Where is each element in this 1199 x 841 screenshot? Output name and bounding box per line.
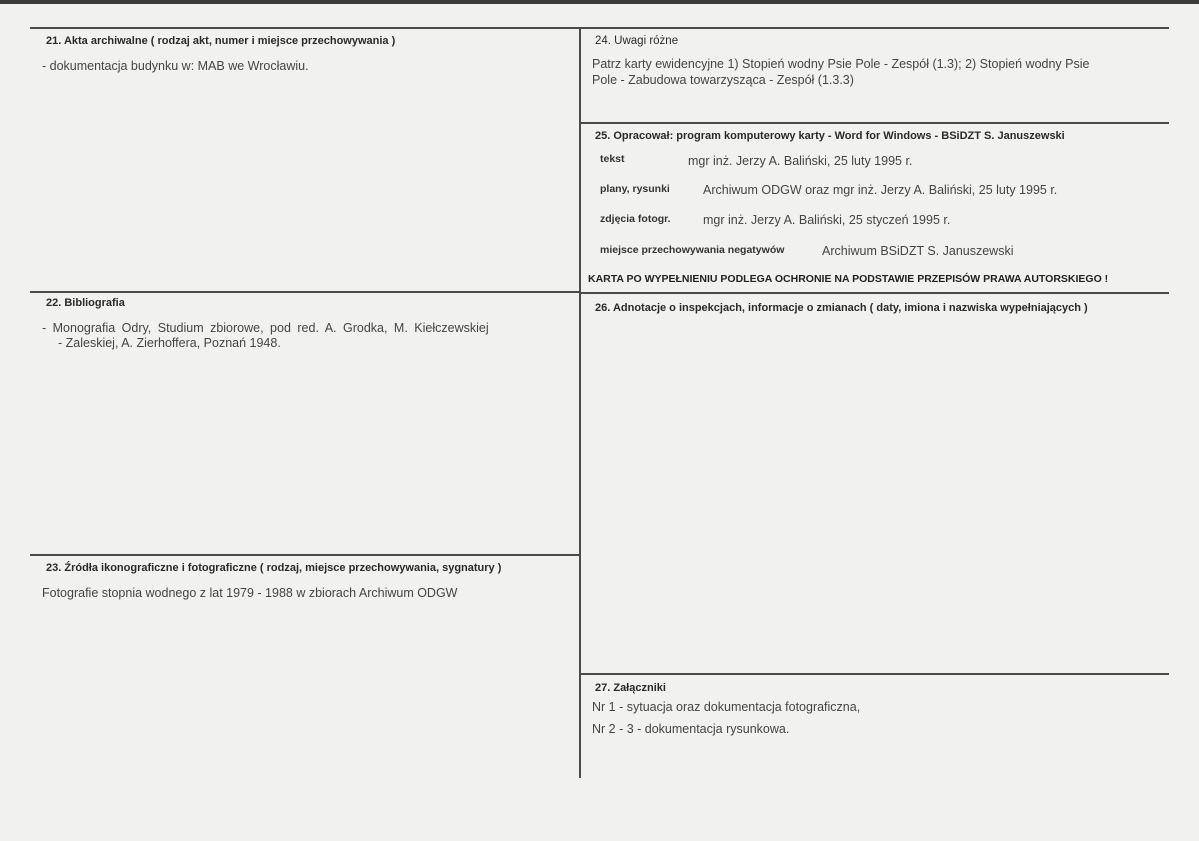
- section-27-heading: 27. Załączniki: [595, 682, 666, 694]
- section-25-heading: 25. Opracował: program komputerowy karty - Word for Windows - BSiDZT S. Januszewski: [595, 130, 1065, 142]
- copyright-warning: KARTA PO WYPEŁNIENIU PODLEGA OCHRONIE NA PODSTAWIE PRZEPISÓW PRAWA AUTORSKIEGO !: [588, 273, 1109, 285]
- section-23-text: Fotografie stopnia wodnego z lat 1979 - 1988 w zbiorach Archiwum ODGW: [42, 586, 458, 600]
- section-21-text: - dokumentacja budynku w: MAB we Wrocławiu.: [42, 59, 309, 73]
- rule-25-26: [580, 292, 1169, 294]
- section-27-line2: Nr 2 - 3 - dokumentacja rysunkowa.: [592, 722, 790, 736]
- section-22-line2: - Zaleskiej, A. Zierhoffera, Poznań 1948.: [58, 336, 281, 350]
- top-rule: [30, 27, 1169, 29]
- value-miejsce-negatywow: Archiwum BSiDZT S. Januszewski: [822, 244, 1014, 258]
- center-divider: [579, 27, 581, 778]
- section-24-heading: 24. Uwagi różne: [595, 35, 679, 47]
- section-24-line1: Patrz karty ewidencyjne 1) Stopień wodny Psie Pole - Zespół (1.3); 2) Stopień wodny Psie: [592, 57, 1090, 71]
- label-miejsce-negatywow: miejsce przechowywania negatywów: [600, 244, 785, 256]
- label-plany-rysunki: plany, rysunki: [600, 183, 670, 195]
- label-tekst: tekst: [600, 153, 625, 165]
- section-24-line2: Pole - Zabudowa towarzysząca - Zespół (1.3.3): [592, 73, 854, 87]
- label-zdjecia-fotogr: zdjęcia fotogr.: [600, 213, 671, 225]
- value-plany-rysunki: Archiwum ODGW oraz mgr inż. Jerzy A. Baliński, 25 luty 1995 r.: [703, 183, 1058, 197]
- rule-24-25: [580, 122, 1169, 124]
- value-zdjecia-fotogr: mgr inż. Jerzy A. Baliński, 25 styczeń 1995 r.: [703, 213, 951, 227]
- top-border: [0, 0, 1199, 4]
- section-27-line1: Nr 1 - sytuacja oraz dokumentacja fotograficzna,: [592, 700, 861, 714]
- section-22-heading: 22. Bibliografia: [46, 297, 125, 309]
- value-tekst: mgr inż. Jerzy A. Baliński, 25 luty 1995 r.: [688, 154, 913, 168]
- section-23-heading: 23. Źródła ikonograficzne i fotograficzne ( rodzaj, miejsce przechowywania, sygnatury ): [46, 562, 502, 574]
- rule-22-23: [30, 554, 580, 556]
- section-26-heading: 26. Adnotacje o inspekcjach, informacje o zmianach ( daty, imiona i nazwiska wypełniających ): [595, 302, 1088, 314]
- section-21-heading: 21. Akta archiwalne ( rodzaj akt, numer i miejsce przechowywania ): [46, 35, 396, 47]
- rule-26-27: [580, 673, 1169, 675]
- rule-21-22: [30, 291, 580, 293]
- section-22-line1: - Monografia Odry, Studium zbiorowe, pod red. A. Grodka, M. Kiełczewskiej: [42, 321, 489, 335]
